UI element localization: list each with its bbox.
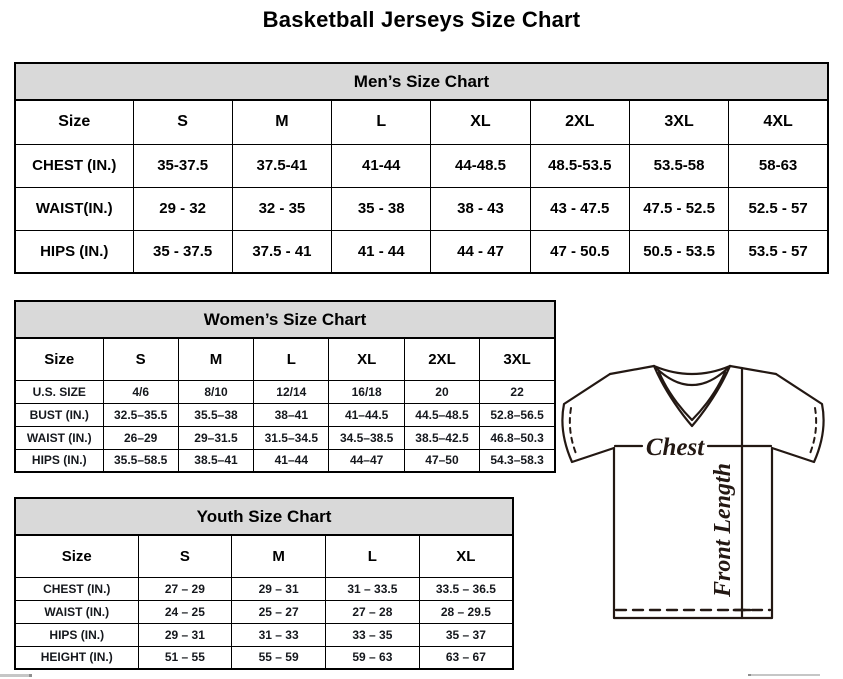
jersey-measurement-diagram <box>558 360 842 626</box>
youth-table-title: Youth Size Chart <box>15 498 513 535</box>
horizontal-scrollbar-thumb-right[interactable] <box>751 674 820 676</box>
mens-chest-row <box>15 144 828 187</box>
mens-size-2xl: 2XL <box>530 100 629 144</box>
youth-size-label: Size <box>15 535 138 577</box>
chest-measure-label: Chest <box>645 434 705 461</box>
cell: 33 – 35 <box>326 623 420 646</box>
womens-size-xl: XL <box>329 338 404 380</box>
womens-size-3xl: 3XL <box>480 338 555 380</box>
youth-size-xl: XL <box>419 535 513 577</box>
cell: 31 – 33 <box>232 623 326 646</box>
cell: 24 – 25 <box>138 600 232 623</box>
right-cuff-stitch-dashed <box>809 408 816 456</box>
cell: 32.5–35.5 <box>103 403 178 426</box>
cell: 33.5 – 36.5 <box>419 577 513 600</box>
body-outline <box>614 448 772 618</box>
mens-size-3xl: 3XL <box>629 100 728 144</box>
womens-size-l: L <box>254 338 329 380</box>
cell: 35.5–58.5 <box>103 449 178 472</box>
cell: 29–31.5 <box>178 426 253 449</box>
womens-size-2xl: 2XL <box>404 338 479 380</box>
cell: 8/10 <box>178 380 253 403</box>
cell: 25 – 27 <box>232 600 326 623</box>
mens-size-s: S <box>133 100 232 144</box>
row-label: HEIGHT (IN.) <box>15 646 138 669</box>
cell: 29 – 31 <box>232 577 326 600</box>
youth-waist-row <box>15 600 513 623</box>
row-label: HIPS (IN.) <box>15 449 103 472</box>
cell: 52.5 - 57 <box>729 187 828 230</box>
mens-table-title: Men’s Size Chart <box>15 63 828 100</box>
cell: 38–41 <box>254 403 329 426</box>
right-shoulder-line <box>730 366 776 374</box>
cell: 35.5–38 <box>178 403 253 426</box>
jersey-diagram-svg <box>558 360 842 626</box>
cell: 51 – 55 <box>138 646 232 669</box>
mens-size-row <box>15 100 828 144</box>
womens-hips-row <box>15 449 555 472</box>
womens-ussize-row <box>15 380 555 403</box>
cell: 31 – 33.5 <box>326 577 420 600</box>
youth-hips-row <box>15 623 513 646</box>
youth-table-header <box>15 498 513 535</box>
cell: 41 - 44 <box>332 230 431 273</box>
womens-table-title: Women’s Size Chart <box>15 301 555 338</box>
womens-bust-row <box>15 403 555 426</box>
row-label: U.S. SIZE <box>15 380 103 403</box>
collar-back-line <box>654 366 730 374</box>
cell: 58-63 <box>729 144 828 187</box>
row-label: WAIST(IN.) <box>15 187 133 230</box>
cell: 63 – 67 <box>419 646 513 669</box>
mens-size-label: Size <box>15 100 133 144</box>
mens-size-4xl: 4XL <box>729 100 828 144</box>
cell: 29 - 32 <box>133 187 232 230</box>
cell: 41–44 <box>254 449 329 472</box>
cell: 29 – 31 <box>138 623 232 646</box>
row-label: WAIST (IN.) <box>15 426 103 449</box>
row-label: CHEST (IN.) <box>15 577 138 600</box>
youth-size-table <box>14 497 514 670</box>
horizontal-scrollbar-cap-left[interactable] <box>29 674 32 677</box>
cell: 32 - 35 <box>232 187 331 230</box>
cell: 44-48.5 <box>431 144 530 187</box>
womens-size-table <box>14 300 556 473</box>
cell: 37.5 - 41 <box>232 230 331 273</box>
womens-size-s: S <box>103 338 178 380</box>
cell: 43 - 47.5 <box>530 187 629 230</box>
womens-table-header <box>15 301 555 338</box>
youth-size-row <box>15 535 513 577</box>
cell: 35 - 37.5 <box>133 230 232 273</box>
cell: 4/6 <box>103 380 178 403</box>
cell: 12/14 <box>254 380 329 403</box>
cell: 47.5 - 52.5 <box>629 187 728 230</box>
cell: 28 – 29.5 <box>419 600 513 623</box>
cell: 16/18 <box>329 380 404 403</box>
cell: 46.8–50.3 <box>480 426 555 449</box>
cell: 38.5–41 <box>178 449 253 472</box>
cell: 38 - 43 <box>431 187 530 230</box>
mens-hips-row <box>15 230 828 273</box>
left-shoulder-line <box>610 366 654 374</box>
cell: 27 – 29 <box>138 577 232 600</box>
collar-ribbing-line <box>654 366 730 385</box>
cell: 20 <box>404 380 479 403</box>
cell: 22 <box>480 380 555 403</box>
cell: 48.5-53.5 <box>530 144 629 187</box>
cell: 35 - 38 <box>332 187 431 230</box>
womens-size-row <box>15 338 555 380</box>
mens-size-xl: XL <box>431 100 530 144</box>
horizontal-scrollbar-thumb-left[interactable] <box>0 674 29 677</box>
row-label: WAIST (IN.) <box>15 600 138 623</box>
cell: 38.5–42.5 <box>404 426 479 449</box>
womens-waist-row <box>15 426 555 449</box>
mens-table-header <box>15 63 828 100</box>
row-label: HIPS (IN.) <box>15 623 138 646</box>
cell: 59 – 63 <box>326 646 420 669</box>
row-label: BUST (IN.) <box>15 403 103 426</box>
mens-size-l: L <box>332 100 431 144</box>
cell: 35-37.5 <box>133 144 232 187</box>
cell: 53.5-58 <box>629 144 728 187</box>
cell: 50.5 - 53.5 <box>629 230 728 273</box>
mens-waist-row <box>15 187 828 230</box>
cell: 26–29 <box>103 426 178 449</box>
row-label: HIPS (IN.) <box>15 230 133 273</box>
cell: 55 – 59 <box>232 646 326 669</box>
cell: 37.5-41 <box>232 144 331 187</box>
womens-size-label: Size <box>15 338 103 380</box>
mens-size-m: M <box>232 100 331 144</box>
youth-height-row <box>15 646 513 669</box>
front-length-measure-label: Front Length <box>710 462 736 598</box>
cell: 41–44.5 <box>329 403 404 426</box>
cell: 52.8–56.5 <box>480 403 555 426</box>
cell: 35 – 37 <box>419 623 513 646</box>
cell: 41-44 <box>332 144 431 187</box>
page-title: Basketball Jerseys Size Chart <box>262 7 581 32</box>
youth-size-m: M <box>232 535 326 577</box>
youth-size-s: S <box>138 535 232 577</box>
mens-size-table <box>14 62 829 274</box>
cell: 44 - 47 <box>431 230 530 273</box>
womens-size-m: M <box>178 338 253 380</box>
cell: 54.3–58.3 <box>480 449 555 472</box>
cell: 47 - 50.5 <box>530 230 629 273</box>
cell: 27 – 28 <box>326 600 420 623</box>
cell: 47–50 <box>404 449 479 472</box>
cell: 44.5–48.5 <box>404 403 479 426</box>
youth-chest-row <box>15 577 513 600</box>
left-cuff-stitch-dashed <box>570 408 577 456</box>
row-label: CHEST (IN.) <box>15 144 133 187</box>
youth-size-l: L <box>326 535 420 577</box>
cell: 31.5–34.5 <box>254 426 329 449</box>
cell: 53.5 - 57 <box>729 230 828 273</box>
cell: 44–47 <box>329 449 404 472</box>
cell: 34.5–38.5 <box>329 426 404 449</box>
